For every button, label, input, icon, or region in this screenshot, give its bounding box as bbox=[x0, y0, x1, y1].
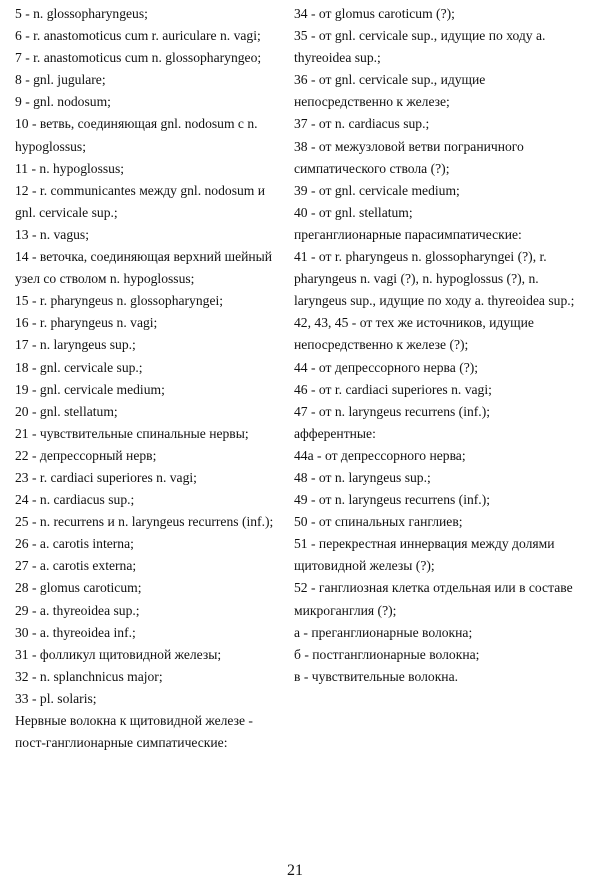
legend-entry: в - чувствительные волокна. bbox=[294, 668, 459, 684]
legend-entry: 20 - gnl. stellatum; bbox=[15, 403, 118, 419]
legend-entry: 38 - от межузловой ветви пограничного симпатического ствола (?); bbox=[294, 138, 524, 176]
legend-entry: 30 - a. thyreoidea inf.; bbox=[15, 624, 136, 640]
legend-entry: 27 - a. carotis externa; bbox=[15, 558, 137, 574]
legend-entry: 10 - ветвь, соединяющая gnl. nodosum с n. hypoglossus; bbox=[15, 116, 258, 154]
legend-entry: 41 - от r. pharyngeus n. glossopharyngei (?), r. pharyngeus n. vagi (?), n. hypoglossus (?), n. laryngeus sup., идущие по ходу a. thyreoidea sup.; bbox=[294, 249, 575, 309]
legend-entry: 50 - от спинальных ганглиев; bbox=[294, 514, 463, 530]
legend-entry: 21 - чувствительные спинальные нервы; bbox=[15, 425, 249, 441]
legend-entry: 5 - n. glossopharyngeus; bbox=[15, 6, 148, 21]
legend-entry: 25 - n. recurrens и n. laryngeus recurrens (inf.); bbox=[15, 514, 274, 530]
legend-entry: 15 - r. pharyngeus n. glossopharyngei; bbox=[15, 293, 224, 309]
legend-entry: 31 - фолликул щитовидной железы; bbox=[15, 646, 222, 662]
legend-entry: 48 - от n. laryngeus sup.; bbox=[294, 469, 431, 485]
legend-entry: афферентные: bbox=[294, 425, 376, 441]
legend-entry: 7 - r. anastomoticus cum n. glossopharyngeo; bbox=[15, 50, 262, 66]
legend-entry: 29 - a. thyreoidea sup.; bbox=[15, 602, 140, 618]
legend-entry: 17 - n. laryngeus sup.; bbox=[15, 337, 136, 353]
legend-entry: 24 - n. cardiacus sup.; bbox=[15, 492, 135, 508]
legend-entry: 52 - ганглиозная клетка отдельная или в составе микроганглия (?); bbox=[294, 580, 573, 618]
legend-entry: 26 - a. carotis interna; bbox=[15, 536, 134, 552]
legend-entry: 36 - от gnl. cervicale sup., идущие непосредственно к железе; bbox=[294, 72, 486, 110]
legend-right-column bbox=[294, 3, 578, 688]
legend-entry: 22 - депрессорный нерв; bbox=[15, 447, 157, 463]
legend-entry: 18 - gnl. cervicale sup.; bbox=[15, 359, 143, 375]
legend-entry: 14 - веточка, соединяющая верхний шейный узел со стволом n. hypoglossus; bbox=[15, 249, 273, 287]
legend-entry: 33 - pl. solaris; bbox=[15, 690, 97, 706]
legend-entry: 11 - n. hypoglossus; bbox=[15, 160, 125, 176]
legend-entry: 19 - gnl. cervicale medium; bbox=[15, 381, 165, 397]
legend-entry: преганглионарные парасимпатические: bbox=[294, 226, 522, 242]
legend-entry: 34 - от glomus caroticum (?); bbox=[294, 6, 455, 21]
legend-entry: 35 - от gnl. cervicale sup., идущие по ходу a. thyreoidea sup.; bbox=[294, 28, 546, 66]
legend-entry: 49 - от n. laryngeus recurrens (inf.); bbox=[294, 492, 491, 508]
legend-entry: 39 - от gnl. cervicale medium; bbox=[294, 182, 460, 198]
legend-entry: 37 - от n. cardiacus sup.; bbox=[294, 116, 430, 132]
legend-entry: 28 - glomus caroticum; bbox=[15, 580, 142, 596]
page-number: 21 bbox=[287, 862, 303, 879]
legend-entry: 44а - от депрессорного нерва; bbox=[294, 447, 466, 463]
legend-entry: 32 - n. splanchnicus major; bbox=[15, 668, 163, 684]
legend-entry: 42, 43, 45 - от тех же источников, идущие непосредственно к железе (?); bbox=[294, 315, 534, 353]
legend-entry: 16 - r. pharyngeus n. vagi; bbox=[15, 315, 158, 331]
legend-entry: 40 - от gnl. stellatum; bbox=[294, 204, 413, 220]
legend-entry: 47 - от n. laryngeus recurrens (inf.); bbox=[294, 403, 491, 419]
legend-entry: 13 - n. vagus; bbox=[15, 226, 90, 242]
legend-entry: 9 - gnl. nodosum; bbox=[15, 94, 111, 110]
legend-entry: Нервные волокна к щитовидной железе - пост-ганглионарные симпатические: bbox=[15, 713, 253, 751]
legend-entry: 51 - перекрестная иннервация между долями щитовидной железы (?); bbox=[294, 536, 555, 574]
legend-entry: б - постганглионарные волокна; bbox=[294, 646, 480, 662]
legend-entry: 46 - от r. cardiaci superiores n. vagi; bbox=[294, 381, 492, 397]
legend-entry: 23 - r. cardiaci superiores n. vagi; bbox=[15, 469, 197, 485]
legend-entry: 8 - gnl. jugulare; bbox=[15, 72, 106, 88]
legend-left-column bbox=[15, 3, 283, 754]
legend-entry: 12 - r. communicantes между gnl. nodosum и gnl. cervicale sup.; bbox=[15, 182, 266, 220]
legend-entry: 6 - r. anastomoticus cum r. auriculare n. vagi; bbox=[15, 28, 261, 44]
legend-entry: 44 - от депрессорного нерва (?); bbox=[294, 359, 479, 375]
legend-entry: а - преганглионарные волокна; bbox=[294, 624, 473, 640]
